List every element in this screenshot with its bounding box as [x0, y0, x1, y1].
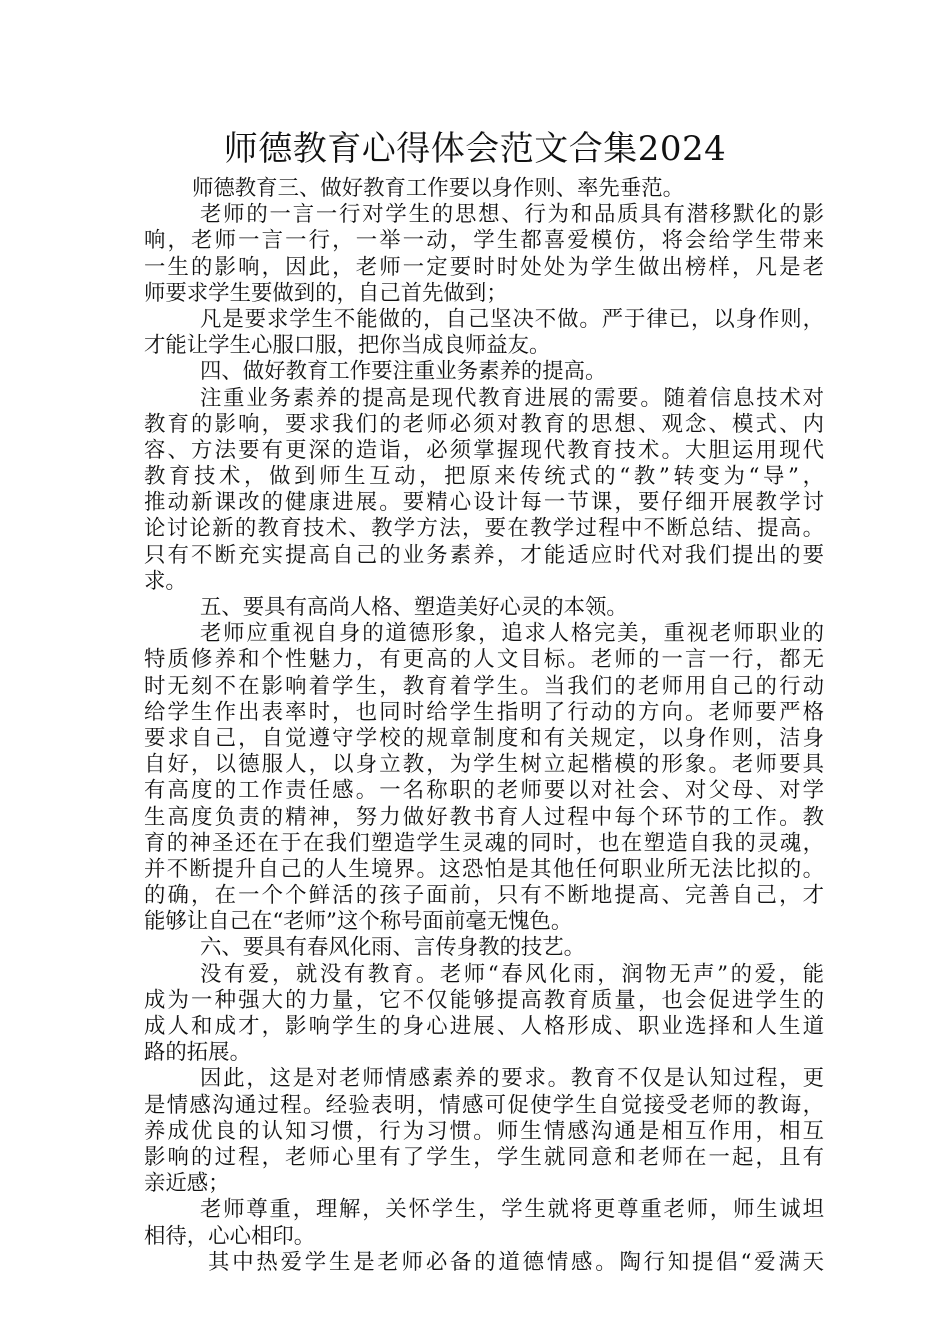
text-line: 师要求学生要做到的，自己首先做到；	[144, 280, 508, 306]
text-line: 师德教育三、做好教育工作要以身作则、率先垂范。	[192, 176, 684, 201]
text-line: 给学生作出表率时，也同时给学生指明了行动的方向。老师要严格	[144, 699, 824, 725]
document-title: 师德教育心得体会范文合集2024	[223, 129, 727, 169]
text-line: 老师的一言一行对学生的思想、行为和品质具有潜移默化的影	[200, 202, 824, 228]
text-line: 能够让自己在“老师”这个称号面前毫无愧色。	[144, 909, 573, 935]
text-line: 教育的影响，要求我们的老师必须对教育的思想、观念、模式、内	[144, 411, 824, 437]
text-line: 推动新课改的健康进展。要精心设计每一节课，要仔细开展教学讨	[144, 490, 824, 516]
text-line: 凡是要求学生不能做的，自己坚决不做。严于律已，以身作则，	[200, 306, 824, 332]
text-line: 没有爱，就没有教育。老师“春风化雨，润物无声”的爱，能	[200, 961, 824, 987]
text-line: 养成优良的认知习惯，行为习惯。师生情感沟通是相互作用，相互	[144, 1118, 824, 1144]
text-line: 时无刻不在影响着学生，教育着学生。当我们的老师用自己的行动	[144, 673, 824, 699]
text-line: 亲近感；	[144, 1171, 230, 1197]
text-line: 论讨论新的教育技术、教学方法，要在教学过程中不断总结、提高。	[144, 516, 824, 542]
text-line: 相待，心心相印。	[144, 1223, 316, 1249]
text-line: 五、要具有高尚人格、塑造美好心灵的本领。	[200, 595, 628, 620]
text-line: 老师应重视自身的道德形象，追求人格完美，重视老师职业的	[200, 621, 824, 647]
text-line: 并不断提升自己的人生境界。这恐怕是其他任何职业所无法比拟的。	[144, 856, 824, 882]
text-line: 路的拓展。	[144, 1040, 251, 1066]
text-line: 要求自己，自觉遵守学校的规章制度和有关规定，以身作则，洁身	[144, 725, 824, 751]
text-line: 生高度负责的精神，努力做好教书育人过程中每个环节的工作。教	[144, 804, 824, 830]
text-line: 特质修养和个性魅力，有更高的人文目标。老师的一言一行，都无	[144, 647, 824, 673]
text-line: 教育技术，做到师生互动，把原来传统式的“教”转变为“导”，	[144, 464, 824, 490]
text-line: 容、方法要有更深的造诣，必须掌握现代教育技术。大胆运用现代	[144, 437, 824, 463]
text-line: 六、要具有春风化雨、言传身教的技艺。	[200, 935, 586, 961]
text-line: 求。	[144, 568, 187, 594]
text-line: 成为一种强大的力量，它不仅能够提高教育质量，也会促进学生的	[144, 987, 824, 1013]
text-line: 影响的过程，老师心里有了学生，学生就同意和老师在一起，且有	[144, 1144, 824, 1170]
text-line: 育的神圣还在于在我们塑造学生灵魂的同时，也在塑造自我的灵魂，	[144, 830, 824, 856]
text-line: 因此，这是对老师情感素养的要求。教育不仅是认知过程，更	[200, 1066, 824, 1092]
text-line: 四、做好教育工作要注重业务素养的提高。	[200, 359, 607, 385]
text-line: 的确，在一个个鲜活的孩子面前，只有不断地提高、完善自己，才	[144, 883, 824, 909]
text-line: 自好，以德服人，以身立教，为学生树立起楷模的形象。老师要具	[144, 752, 824, 778]
text-line: 响，老师一言一行，一举一动，学生都喜爱模仿，将会给学生带来	[144, 228, 824, 254]
text-line: 其中热爱学生是老师必备的道德情感。陶行知提倡“爱满天	[208, 1249, 824, 1275]
text-line: 有高度的工作责任感。一名称职的老师要以对社会、对父母、对学	[144, 778, 824, 804]
text-line: 只有不断充实提高自己的业务素养，才能适应时代对我们提出的要	[144, 542, 824, 568]
document-body	[144, 176, 824, 1276]
text-line: 成人和成才，影响学生的身心进展、人格形成、职业选择和人生道	[144, 1014, 824, 1039]
text-line: 注重业务素养的提高是现代教育进展的需要。随着信息技术对	[200, 385, 824, 411]
text-line: 老师尊重，理解，关怀学生，学生就将更尊重老师，师生诚坦	[200, 1197, 824, 1223]
text-line: 才能让学生心服口服，把你当成良师益友。	[144, 333, 551, 359]
text-line: 一生的影响，因此，老师一定要时时处处为学生做出榜样，凡是老	[144, 254, 824, 280]
text-line: 是情感沟通过程。经验表明，情感可促使学生自觉接受老师的教诲，	[144, 1092, 824, 1118]
